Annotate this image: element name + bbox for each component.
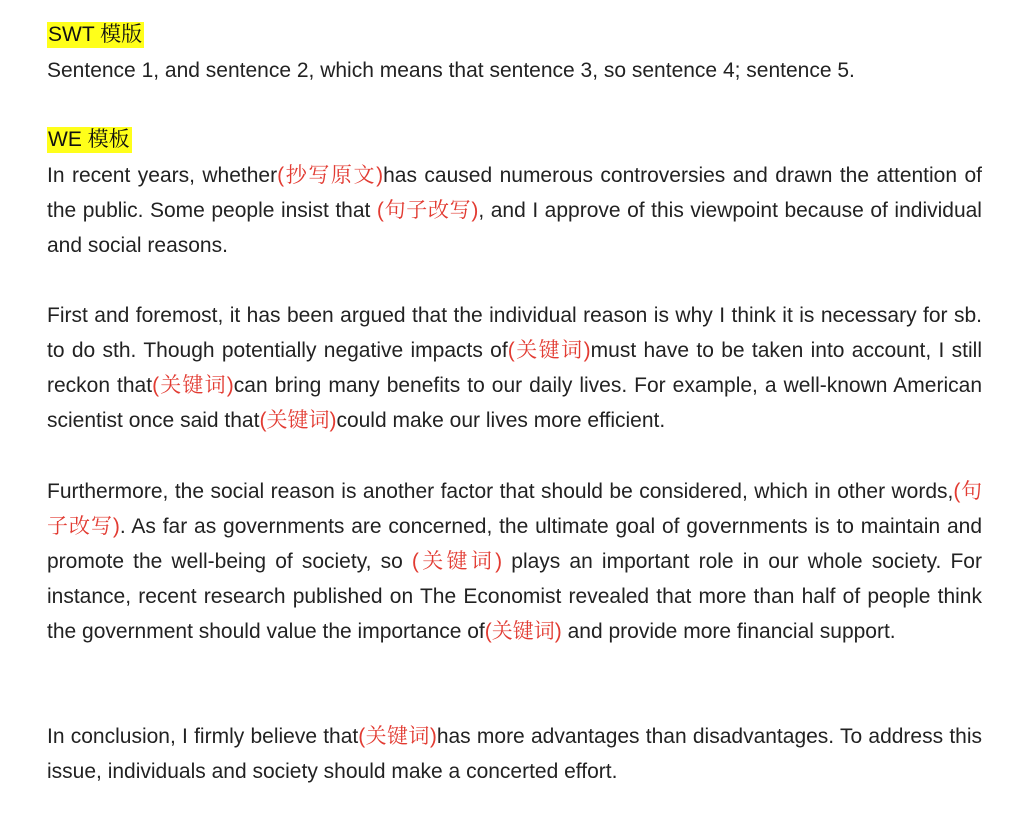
- text-run: In conclusion, I firmly believe that: [47, 725, 359, 748]
- placeholder-keyword: (关键词): [358, 725, 437, 748]
- text-run: must have to be taken into account, I still reckon that: [47, 339, 982, 397]
- swt-template-sentence: Sentence 1, and sentence 2, which means that sentence 3, so sentence 4; sentence 5.: [47, 59, 855, 82]
- text-run: Furthermore, the social reason is another factor that should be considered, which in other words,: [47, 480, 954, 503]
- text-run: can bring many benefits to our daily lives. For example, a well-known American scientist once said that: [47, 374, 982, 432]
- text-run: plays an important role in our whole society. For instance, recent research published on The Economist revealed that more than half of people think the government should value the importance of: [47, 550, 982, 643]
- placeholder-sentence-rewrite: (句子改写): [376, 199, 479, 222]
- placeholder-keyword: (关键词): [484, 620, 562, 643]
- text-run: has caused numerous controversies and drawn the attention of the public. Some people insist that: [47, 164, 982, 222]
- text-run: In recent years, whether: [47, 164, 278, 187]
- paragraph-conclusion: [47, 719, 982, 789]
- text-run: First and foremost, it has been argued that the individual reason is why I think it is necessary for sb. to do sth. Though potentially negative impacts of: [47, 304, 982, 362]
- text-run: . As far as governments are concerned, the ultimate goal of governments is to maintain and promote the well-being of society, so: [47, 515, 982, 573]
- paragraph-individual-reason: [47, 298, 982, 438]
- swt-heading: SWT 模版: [48, 23, 143, 46]
- placeholder-keyword: (关键词): [259, 409, 337, 432]
- placeholder-copy-original: (抄写原文): [277, 164, 384, 187]
- text-run: could make our lives more efficient.: [336, 409, 666, 432]
- text-run: and provide more financial support.: [561, 620, 896, 643]
- placeholder-keyword: (关键词): [411, 550, 503, 573]
- placeholder-keyword: (关键词): [152, 374, 234, 397]
- paragraph-introduction: [47, 158, 982, 263]
- placeholder-sentence-rewrite: (句子改写): [47, 480, 982, 538]
- text-run: , and I approve of this viewpoint because of individual and social reasons.: [47, 199, 982, 257]
- paragraph-social-reason: [47, 474, 982, 649]
- we-heading: WE 模板: [48, 128, 130, 151]
- text-run: has more advantages than disadvantages. To address this issue, individuals and society should make a concerted effort.: [47, 725, 982, 783]
- placeholder-keyword: (关键词): [507, 339, 591, 362]
